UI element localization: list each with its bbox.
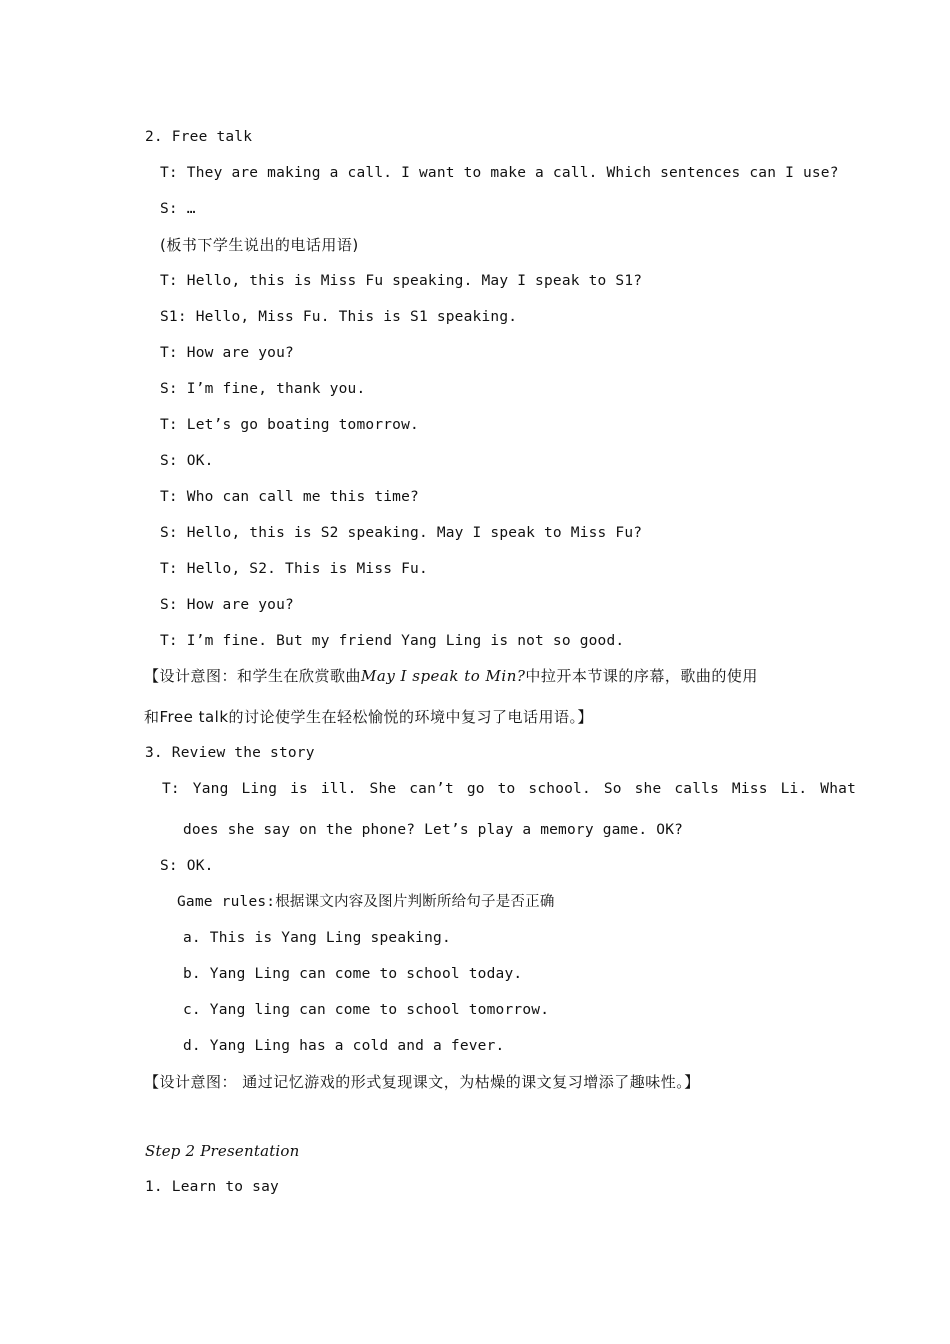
song-title: May I speak to Min? <box>361 667 526 685</box>
list-item: c. Yang ling can come to school tomorrow. <box>183 1002 550 1018</box>
dialogue-line: T: They are making a call. I want to make a call. Which sentences can I use? <box>160 165 839 181</box>
dialogue-line: T: I’m fine. But my friend Yang Ling is not so good. <box>160 633 625 649</box>
dialogue-line: T: Hello, S2. This is Miss Fu. <box>160 561 428 577</box>
design-intent-prefix: 【设计意图：和学生在欣赏歌曲 <box>144 667 362 685</box>
dialogue-line: S: Hello, this is S2 speaking. May I speak to Miss Fu? <box>160 525 643 541</box>
dialogue-line: T: Let’s go boating tomorrow. <box>160 417 419 433</box>
dialogue-line: S1: Hello, Miss Fu. This is S1 speaking. <box>160 309 518 325</box>
dialogue-line: S: OK. <box>160 453 214 469</box>
design-intent-1-line2: 和Free talk的讨论使学生在轻松愉悦的环境中复习了电话用语。】 <box>144 708 594 726</box>
design-intent-2: 【设计意图： 通过记忆游戏的形式复现课文，为枯燥的课文复习增添了趣味性。】 <box>144 1073 700 1091</box>
game-rules: Game rules:根据课文内容及图片判断所给句子是否正确 <box>177 894 555 910</box>
teacher-line-continued: does she say on the phone? Let’s play a memory game. OK? <box>183 822 684 838</box>
step-heading: Step 2 Presentation <box>145 1142 300 1160</box>
dialogue-line: T: Who can call me this time? <box>160 489 419 505</box>
blackboard-note: (板书下学生说出的电话用语) <box>160 236 359 254</box>
dialogue-line: T: How are you? <box>160 345 294 361</box>
list-item: a. This is Yang Ling speaking. <box>183 930 451 946</box>
student-reply: S: OK. <box>160 858 214 874</box>
list-item: b. Yang Ling can come to school today. <box>183 966 523 982</box>
dialogue-line: S: I’m fine, thank you. <box>160 381 366 397</box>
dialogue-line: T: Hello, this is Miss Fu speaking. May I speak to S1? <box>160 273 643 289</box>
section-heading-review-story: 3. Review the story <box>145 745 315 761</box>
subsection-heading: 1. Learn to say <box>145 1179 279 1195</box>
design-intent-suffix: 中拉开本节课的序幕，歌曲的使用 <box>525 667 758 685</box>
teacher-line: T: Yang Ling is ill. She can’t go to school. So she calls Miss Li. What <box>162 781 857 797</box>
section-heading-free-talk: 2. Free talk <box>145 129 253 145</box>
design-intent-1 <box>144 666 758 686</box>
list-item: d. Yang Ling has a cold and a fever. <box>183 1038 505 1054</box>
dialogue-line: S: How are you? <box>160 597 294 613</box>
dialogue-line: S: … <box>160 201 196 217</box>
